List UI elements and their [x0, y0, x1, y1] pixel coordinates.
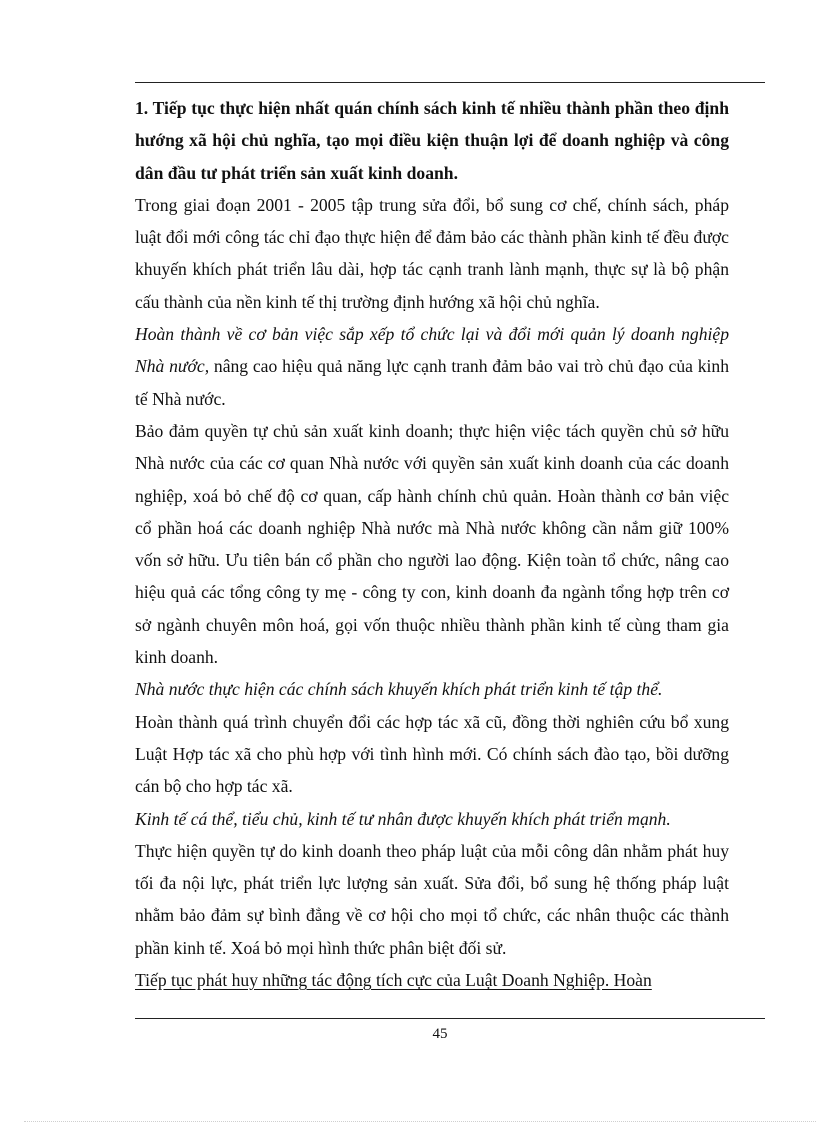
footer-rule [135, 1018, 765, 1019]
page-edge-divider [24, 1121, 816, 1122]
paragraph-5 [135, 803, 729, 997]
paragraph-5-italic: Kinh tế cá thể, tiểu chủ, kinh tế tư nhân được khuyến khích phát triển mạnh. [135, 808, 671, 829]
paragraph-4-text: Hoàn thành quá trình chuyển đổi các hợp tác xã cũ, đồng thời nghiên cứu bổ xung Luật Hợp tác xã cho phù hợp với tình hình mới. Có chính sách đào tạo, bồi dưỡng cán bộ cho hợp tác xã. [135, 711, 729, 797]
paragraph-2 [135, 318, 729, 415]
paragraph-4 [135, 673, 729, 802]
paragraph-1: Trong giai đoạn 2001 - 2005 tập trung sửa đổi, bổ sung cơ chế, chính sách, pháp luật đổi mới công tác chỉ đạo thực hiện để đảm bảo các thành phần kinh tế đều được khuyến khích phát triển lâu dài, hợp tác cạnh tranh lành mạnh, thực sự là bộ phận cấu thành của nền kinh tế thị trường định hướng xã hội chủ nghĩa. [135, 194, 729, 312]
page-number: 45 [432, 1026, 448, 1042]
paragraph-2-italic: Hoàn thành về cơ bản việc sắp xếp tổ chức lại và đổi mới quản lý doanh nghiệp Nhà nước, [135, 324, 729, 377]
paragraph-5-text: Thực hiện quyền tự do kinh doanh theo pháp luật của mỗi công dân nhằm phát huy tối đa nội lực, phát triển lực lượng sản xuất. Sửa đổi, bổ sung hệ thống pháp luật nhằm bảo đảm sự bình đẳng về cơ hội cho mọi tổ chức, các nhân thuộc các thành phần kinh tế. Xoá bỏ mọi hình thức phân biệt đối sử. [135, 840, 729, 958]
header-rule [135, 82, 765, 83]
paragraph-5-last-line: Tiếp tục phát huy những tác động tích cực của Luật Doanh Nghiệp. Hoàn [135, 970, 652, 991]
document-body [135, 92, 729, 996]
paragraph-4-italic: Nhà nước thực hiện các chính sách khuyến khích phát triển kinh tế tập thể. [135, 679, 663, 700]
paragraph-2-text: nâng cao hiệu quả năng lực cạnh tranh đảm bảo vai trò chủ đạo của kinh tế Nhà nước. [135, 356, 729, 409]
section-heading: 1. Tiếp tục thực hiện nhất quán chính sách kinh tế nhiều thành phần theo định hướng xã hội chủ nghĩa, tạo mọi điều kiện thuận lợi để doanh nghiệp và công dân đầu tư phát triển sản xuất kinh doanh. [135, 98, 729, 183]
paragraph-3: Bảo đảm quyền tự chủ sản xuất kinh doanh; thực hiện việc tách quyền chủ sở hữu Nhà nước của các cơ quan Nhà nước với quyền sản xuất kinh doanh của các doanh nghiệp, xoá bỏ chế độ cơ quan, cấp hành chính chủ quản. Hoàn thành cơ bản việc cổ phần hoá các doanh nghiệp Nhà nước mà Nhà nước không cần nắm giữ 100% vốn sở hữu. Ưu tiên bán cổ phần cho người lao động. Kiện toàn tổ chức, nâng cao hiệu quả các tổng công ty mẹ - công ty con, kinh doanh đa ngành tổng hợp trên cơ sở ngành chuyên môn hoá, gọi vốn thuộc nhiều thành phần kinh tế cùng tham gia kinh doanh. [135, 420, 729, 668]
